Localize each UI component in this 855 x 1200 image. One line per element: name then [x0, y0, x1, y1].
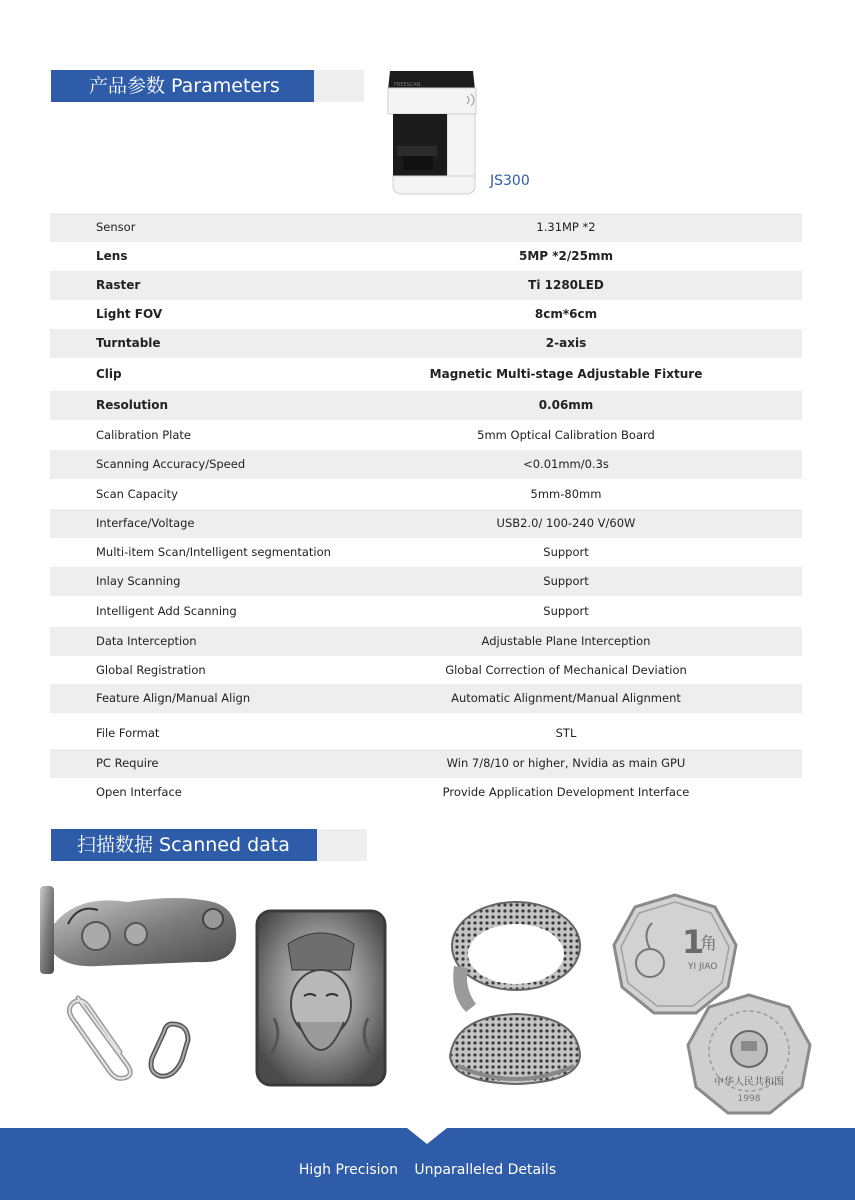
- param-label: Lens: [96, 249, 128, 263]
- param-value: 2-axis: [545, 336, 587, 350]
- param-row: [50, 749, 802, 778]
- footer-tagline: [0, 1162, 855, 1178]
- param-row: [50, 538, 802, 567]
- param-row: [50, 684, 802, 713]
- footer-tag-details: Unparalleled Details: [414, 1162, 557, 1178]
- paperclip-scan-image: [64, 992, 139, 1082]
- param-label: Data Interception: [96, 634, 197, 648]
- param-value: Magnetic Multi-stage Adjustable Fixture: [429, 367, 703, 381]
- param-row: [50, 597, 802, 626]
- rings-scan-image: [436, 896, 584, 1090]
- param-value: USB2.0/ 100-240 V/60W: [496, 516, 636, 530]
- param-value: Support: [543, 545, 589, 559]
- param-value: Ti 1280LED: [528, 278, 604, 292]
- param-row: [50, 778, 802, 807]
- param-value: STL: [555, 726, 577, 740]
- param-value: 0.06mm: [538, 398, 594, 412]
- parameters-title: 产品参数 Parameters: [51, 70, 314, 102]
- param-label: Calibration Plate: [96, 428, 191, 442]
- product-badge-text: FREESCAN: [394, 82, 421, 88]
- param-label: Interface/Voltage: [96, 516, 195, 530]
- param-value: <0.01mm/0.3s: [523, 457, 609, 471]
- scanned-data-section-header: [51, 829, 367, 861]
- param-row: [50, 509, 802, 538]
- coin-denomination: 1: [682, 923, 705, 961]
- param-row: [50, 450, 802, 479]
- param-value: Adjustable Plane Interception: [481, 634, 651, 648]
- param-value: 5MP *2/25mm: [519, 249, 613, 263]
- scanned-data-title: 扫描数据 Scanned data: [51, 829, 317, 861]
- param-value: 5mm Optical Calibration Board: [477, 428, 655, 442]
- footer-banner: [0, 1128, 855, 1200]
- pig-pendant-scan-image: [38, 884, 240, 976]
- param-value: 1.31MP *2: [536, 220, 596, 234]
- param-label: Scan Capacity: [96, 487, 178, 501]
- param-label: Open Interface: [96, 785, 182, 799]
- param-label: Turntable: [96, 336, 161, 350]
- param-row: [50, 421, 802, 450]
- param-row: [50, 360, 802, 389]
- param-row: [50, 656, 802, 685]
- param-row: [50, 480, 802, 509]
- param-row: [50, 391, 802, 420]
- coin-back-scan-image: [686, 993, 812, 1117]
- param-label: Feature Align/Manual Align: [96, 691, 251, 705]
- param-row: [50, 627, 802, 656]
- param-row: [50, 719, 802, 748]
- coin-country: 中华人民共和国: [714, 1077, 784, 1088]
- param-row: [50, 567, 802, 596]
- product-model: JS300: [490, 173, 530, 189]
- param-value: Support: [543, 604, 589, 618]
- param-value: Global Correction of Mechanical Deviation: [445, 663, 687, 677]
- param-label: Global Registration: [96, 663, 206, 677]
- param-label: Sensor: [96, 220, 136, 234]
- param-label: Multi-item Scan/Intelligent segmentation: [96, 545, 331, 559]
- coin-pinyin: YI JIAO: [688, 962, 718, 972]
- param-value: Win 7/8/10 or higher, Nvidia as main GPU: [446, 756, 686, 770]
- coin-year: 1998: [737, 1094, 761, 1104]
- param-value: 5mm-80mm: [530, 487, 602, 501]
- param-label: Scanning Accuracy/Speed: [96, 457, 246, 471]
- footer-notch: [407, 1128, 447, 1144]
- param-label: Raster: [96, 278, 141, 292]
- param-label: Resolution: [96, 398, 169, 412]
- param-label: Clip: [96, 367, 122, 381]
- param-row: [50, 213, 802, 242]
- param-label: File Format: [96, 726, 160, 740]
- param-value: Automatic Alignment/Manual Alignment: [451, 691, 681, 705]
- param-label: Inlay Scanning: [96, 574, 181, 588]
- parameters-section-header: [51, 70, 364, 102]
- coin-unit: 角: [700, 934, 717, 954]
- param-label: PC Require: [96, 756, 159, 770]
- param-row: [50, 242, 802, 271]
- param-row: [50, 329, 802, 358]
- param-label: Intelligent Add Scanning: [96, 604, 237, 618]
- footer-tag-precision: High Precision: [298, 1162, 398, 1178]
- param-label: Light FOV: [96, 307, 163, 321]
- param-row: [50, 300, 802, 329]
- param-value: Support: [543, 574, 589, 588]
- param-row: [50, 271, 802, 300]
- clasp-scan-image: [144, 1020, 194, 1082]
- param-value: 8cm*6cm: [534, 307, 598, 321]
- param-value: Provide Application Development Interface: [442, 785, 690, 799]
- plaque-scan-image: [254, 908, 388, 1088]
